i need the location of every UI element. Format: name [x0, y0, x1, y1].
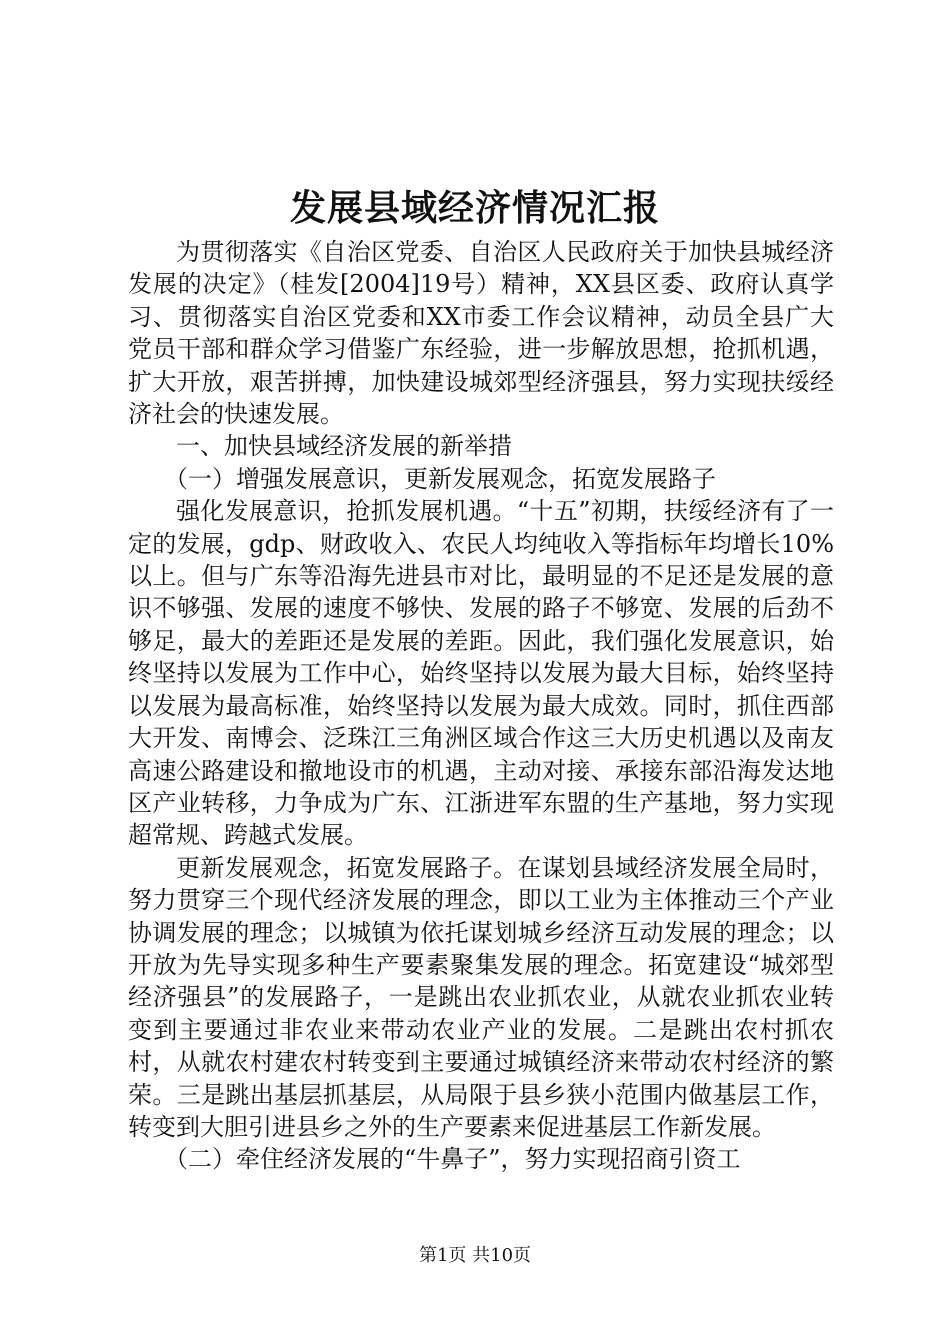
section-heading-1: 一、加快县域经济发展的新举措 — [176, 432, 512, 461]
intro-paragraph: 为贯彻落实《自治区党委、自治区人民政府关于加快县城经济发展的决定》（桂发[2004]19号）精神，XX县区委、政府认真学习、贯彻落实自治区党委和XX市委工作会议精神，动员全县广大党员干部和群众学习借鉴广东经验，进一步解放思想，抢抓机遇，扩大开放，艰苦拼搏，加快建设城郊型经济强县，努力实现扶绥经济社会的快速发展。 — [128, 238, 834, 429]
page-number-footer: 第1页 共10页 — [418, 1245, 532, 1266]
body-paragraph-1: 强化发展意识，抢抓发展机遇。“十五”初期，扶绥经济有了一定的发展，gdp、财政收入、农民人均纯收入等指标年均增长10%以上。但与广东等沿海先进县市对比，最明显的不足还是发展的意识不够强、发展的速度不够快、发展的路子不够宽、发展的后劲不够足，最大的差距还是发展的差距。因此，我们强化发展意识，始终坚持以发展为工作中心，始终坚持以发展为最大目标，始终坚持以发展为最高标准，始终坚持以发展为最大成效。同时，抓住西部大开发、南博会、泛珠江三角洲区域合作这三大历史机遇以及南友高速公路建设和撤地设市的机遇，主动对接、承接东部沿海发达地区产业转移，力争成为广东、江浙进军东盟的生产基地，努力实现超常规、跨越式发展。 — [128, 497, 834, 850]
subsection-heading-2: （二）牵住经济发展的“牛鼻子”，努力实现招商引资工 — [164, 1145, 741, 1174]
body-paragraph-2: 更新发展观念，拓宽发展路子。在谋划县域经济发展全局时，努力贯穿三个现代经济发展的理念，即以工业为主体推动三个产业协调发展的理念；以城镇为依托谋划城乡经济互动发展的理念；以开放为先导实现多种生产要素聚集发展的理念。拓宽建设“城郊型经济强县”的发展路子，一是跳出农业抓农业，从就农业抓农业转变到主要通过非农业来带动农业产业的发展。二是跳出农村抓农村，从就农村建农村转变到主要通过城镇经济来带动农村经济的繁荣。三是跳出基层抓基层，从局限于县乡狭小范围内做基层工作，转变到大胆引进县乡之外的生产要素来促进基层工作新发展。 — [128, 853, 834, 1141]
subsection-heading-1: （一）增强发展意识，更新发展观念，拓宽发展路子 — [164, 464, 716, 493]
document-body — [128, 236, 834, 1176]
document-title: 发展县域经济情况汇报 — [289, 187, 660, 229]
